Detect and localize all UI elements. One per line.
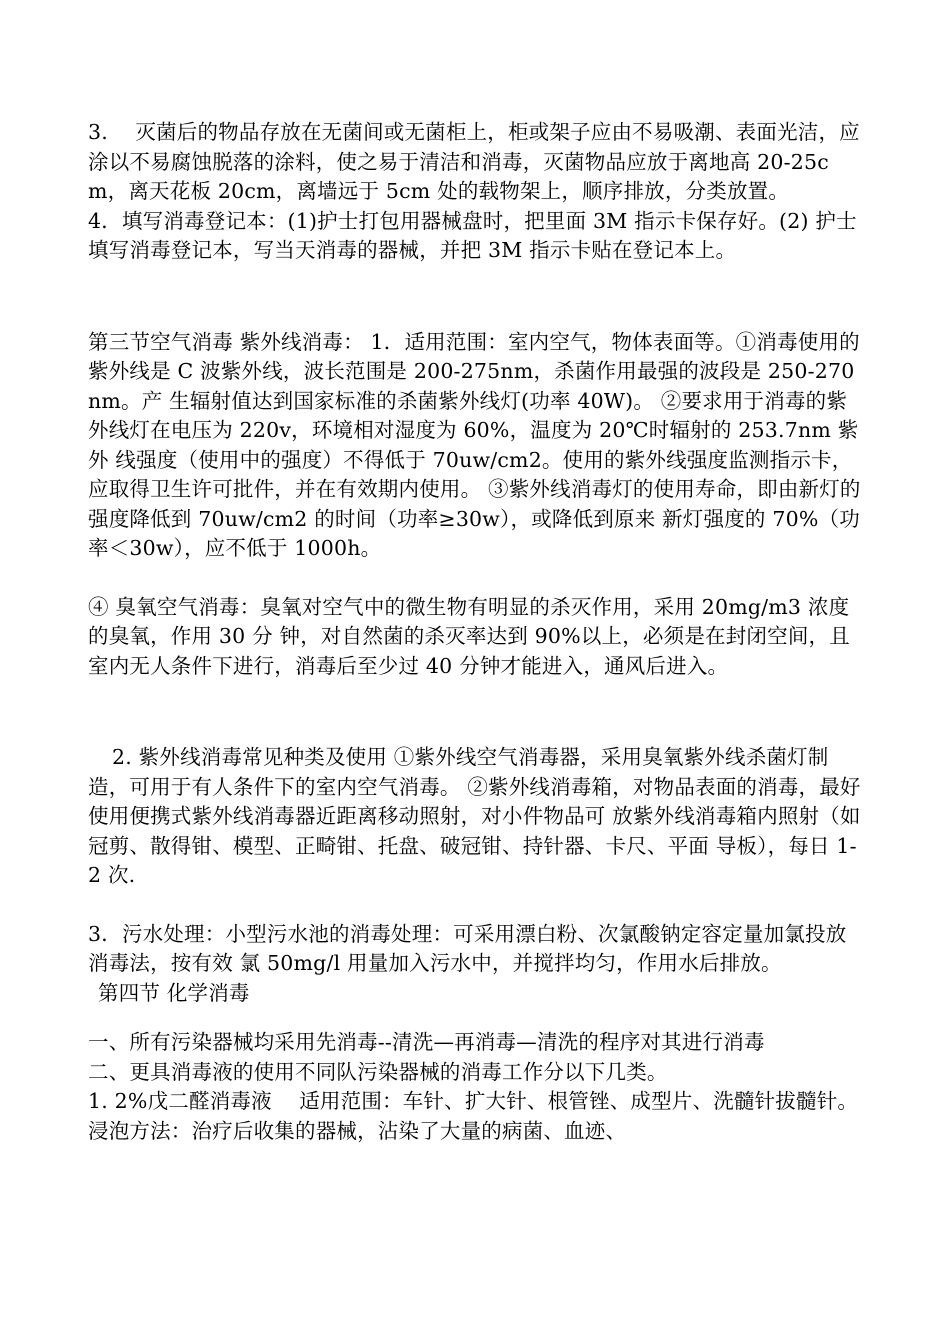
paragraph-uv-types: 2. 紫外线消毒常见种类及使用 ①紫外线空气消毒器，采用臭氧紫外线杀菌灯制造，可用于有人条件下的室内空气消毒。 ②紫外线消毒箱，对物品表面的消毒，最好使用便携式紫外线消毒器近距离移动照射，对小件物品可 放紫外线消毒箱内照射（如冠剪、散得钳、模型、正畸钳、托盘、破冠钳、持针器、卡尺、平面 导板），每日 1-2 次.: [88, 745, 861, 887]
paragraph-sewage: 3．污水处理：小型污水池的消毒处理：可采用漂白粉、次氯酸钠定容定量加氯投放消毒法，按有效 氯 50mg/l 用量加入污水中，并搅拌均匀，作用水后排放。: [88, 921, 847, 975]
document-page: [88, 118, 863, 1146]
section-heading-chemical: 第四节 化学消毒: [98, 980, 250, 1005]
paragraph-procedure: 一、所有污染器械均采用先消毒--清洗—再消毒—清洗的程序对其进行消毒: [88, 1030, 765, 1054]
paragraph-storage: 3. 灭菌后的物品存放在无菌间或无菌柜上，柜或架子应由不易吸潮、表面光洁，应涂以不易腐蚀脱落的涂料，使之易于清洁和消毒，灭菌物品应放于离地高 20-25cm，离天花板 20cm，离墙远于 5cm 处的载物架上，顺序排放，分类放置。: [88, 120, 860, 203]
paragraph-glutaraldehyde: 1. 2%戊二醛消毒液 适用范围：车针、扩大针、根管锉、成型片、洗髓针拔髓针。 浸泡方法：治疗后收集的器械，沾染了大量的病菌、血迹、: [88, 1089, 859, 1143]
paragraph-categories: 二、更具消毒液的使用不同队污染器械的消毒工作分以下几类。: [88, 1059, 668, 1084]
paragraph-register: 4．填写消毒登记本：(1)护士打包用器械盘时，把里面 3M 指示卡保存好。(2) 护士填写消毒登记本，写当天消毒的器械，并把 3M 指示卡贴在登记本上。: [88, 208, 857, 262]
paragraph-ozone: ④ 臭氧空气消毒：臭氧对空气中的微生物有明显的杀灭作用，采用 20mg/m3 浓度的臭氧，作用 30 分 钟，对自然菌的杀灭率达到 90%以上，必须是在封闭空间，且室内无人条件下进行，消毒后至少过 40 分钟才能进入，通风后进入。: [88, 594, 850, 678]
paragraph-air-disinfection: 第三节空气消毒 紫外线消毒： 1．适用范围：室内空气，物体表面等。①消毒使用的紫外线是 C 波紫外线，波长范围是 200-275nm，杀菌作用最强的波段是 250-270nm。产 生辐射值达到国家标准的杀菌紫外线灯(功率 40W)。 ②要求用于消毒的紫外线灯在电压为 220v，环境相对湿度为 60%，温度为 20℃时辐射的 253.7nm 紫外 线强度（使用中的强度）不得低于 70uw/cm2。使用的紫外线强度监测指示卡，应取得卫生许可批件，并在有效期内使用。 ③紫外线消毒灯的使用寿命，即由新灯的强度降低到 70uw/cm2 的时间（功率≥30w），或降低到原来 新灯强度的 70%（功率＜30w），应不低于 1000h。: [88, 329, 861, 560]
